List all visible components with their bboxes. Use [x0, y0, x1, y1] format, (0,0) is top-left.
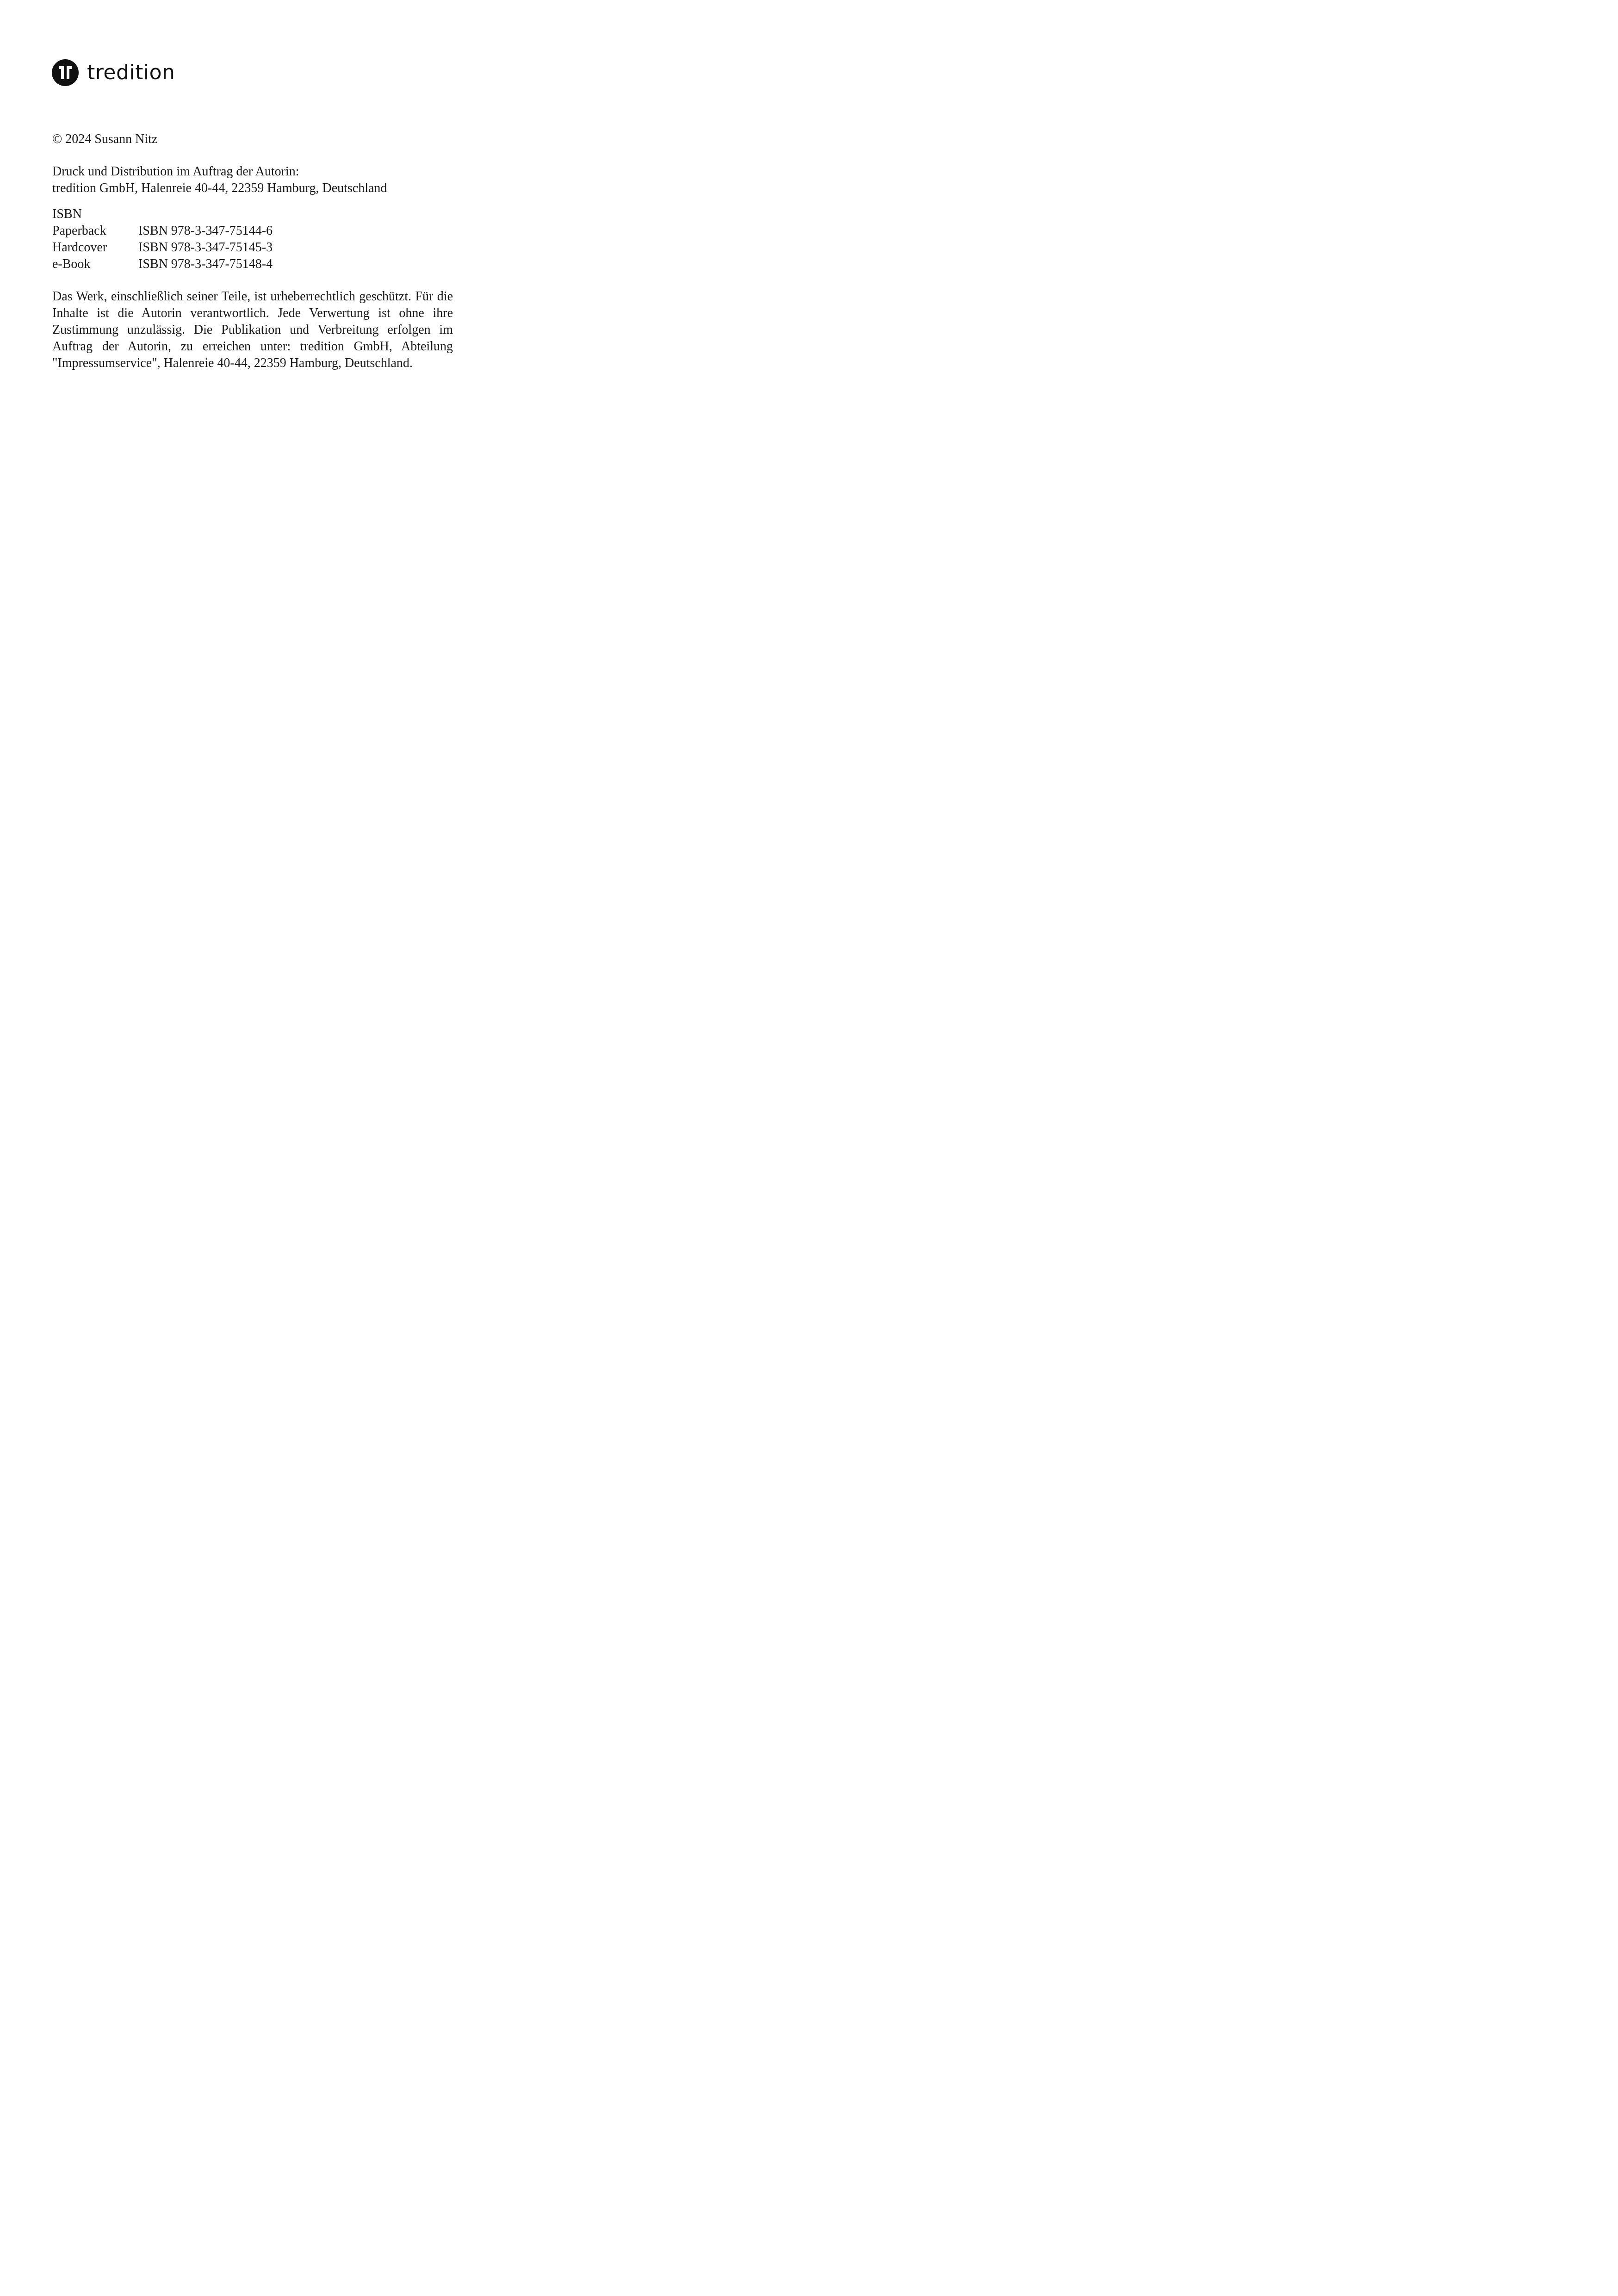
- imprint-page: [0, 0, 509, 722]
- publisher-logo: [52, 59, 175, 86]
- isbn-value: ISBN 978-3-347-75144-6: [138, 224, 273, 238]
- isbn-label: e-Book: [52, 257, 91, 271]
- print-line-1: Druck und Distribution im Auftrag der Autorin:: [52, 164, 299, 179]
- print-line-2: tredition GmbH, Halenreie 40-44, 22359 Hamburg, Deutschland: [52, 181, 387, 195]
- isbn-row-hardcover: [52, 239, 453, 256]
- tredition-logo-icon: [52, 59, 79, 86]
- isbn-row-paperback: [52, 223, 453, 239]
- isbn-value: ISBN 978-3-347-75148-4: [138, 257, 273, 271]
- logo-wordmark: tredition: [87, 61, 175, 84]
- copyright-notice: © 2024 Susann Nitz: [52, 132, 158, 146]
- isbn-label: Paperback: [52, 224, 106, 238]
- isbn-heading: ISBN: [52, 207, 82, 221]
- isbn-label: Hardcover: [52, 240, 107, 255]
- isbn-block: [52, 206, 453, 273]
- isbn-row-ebook: [52, 256, 453, 273]
- print-distribution-block: [52, 163, 453, 197]
- legal-notice: Das Werk, einschließlich seiner Teile, ist urheberrechtlich geschützt. Für die Inhalte ist die Autorin verantwortlich. Jede Verwertung ist ohne ihre Zustimmung unzulässig. Die Publikation und Verbreitung erfolgen im Auftrag der Autorin, zu erreichen unter: tredition GmbH, Abteilung "Impressumservice", Halenreie 40-44, 22359 Hamburg, Deutschland.: [52, 289, 453, 370]
- isbn-value: ISBN 978-3-347-75145-3: [138, 240, 273, 255]
